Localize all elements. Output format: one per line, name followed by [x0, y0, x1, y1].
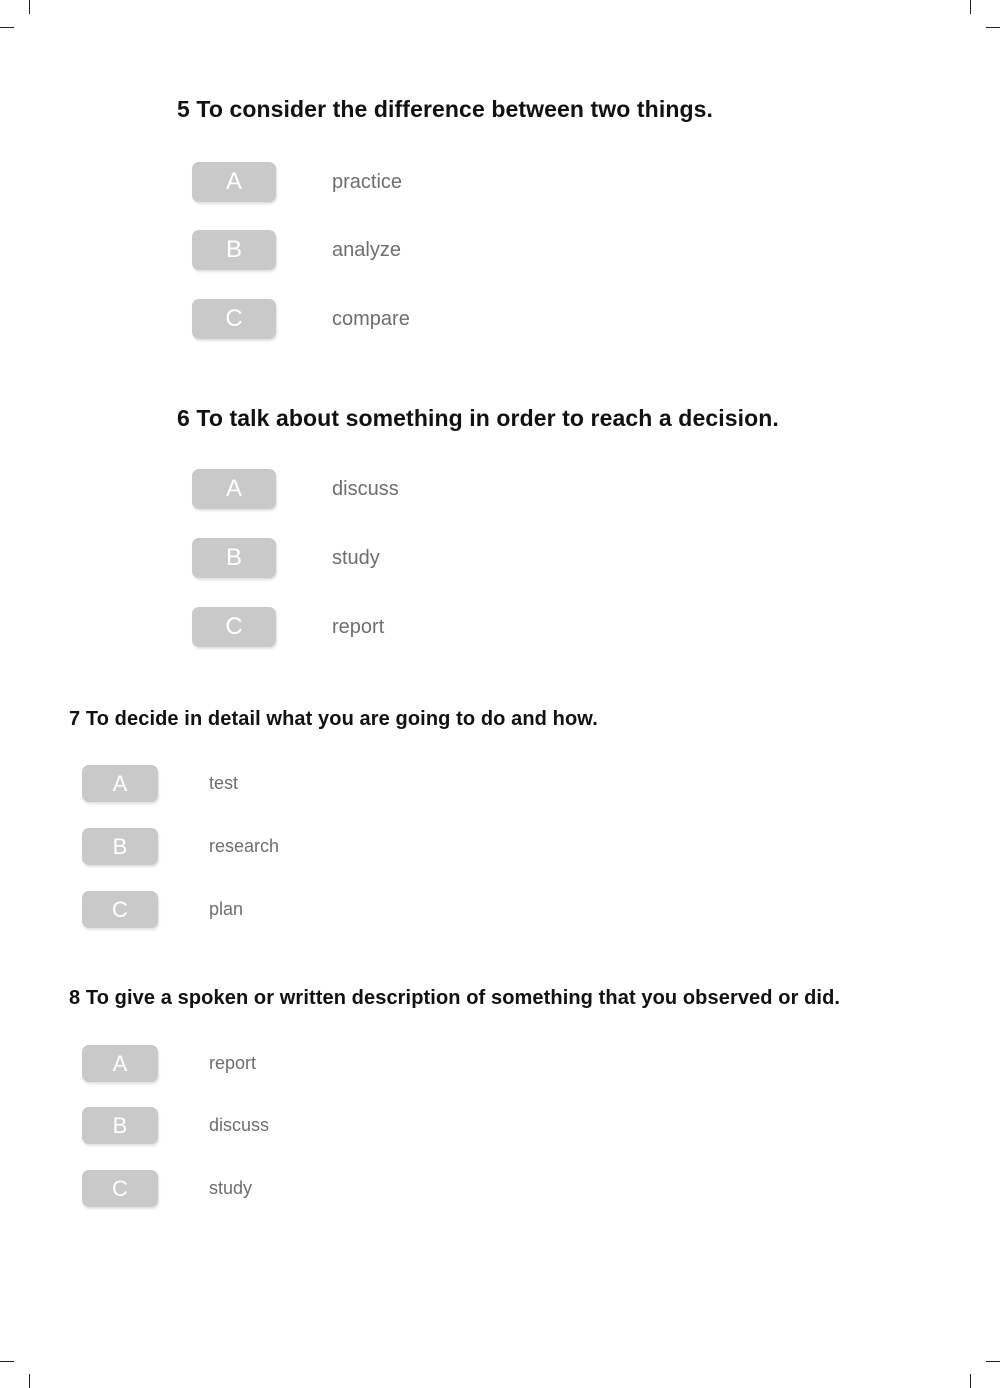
option-text: report [332, 616, 385, 638]
option-letter-button[interactable]: A [192, 162, 276, 202]
option-text: practice [332, 171, 403, 193]
option-letter-button[interactable]: A [192, 469, 276, 509]
crop-mark [986, 27, 1000, 28]
crop-mark [29, 0, 30, 14]
crop-mark [0, 27, 14, 28]
option-letter-button[interactable]: B [192, 230, 276, 270]
question-text: 5 To consider the difference between two things. [177, 96, 714, 122]
crop-mark [970, 0, 971, 14]
option-text: plan [209, 899, 244, 919]
option-text: discuss [209, 1115, 270, 1135]
option-letter-button[interactable]: A [82, 1045, 158, 1082]
option-text: study [209, 1178, 253, 1198]
option-letter-button[interactable]: A [82, 765, 158, 802]
option-letter-button[interactable]: B [82, 828, 158, 865]
option-letter-button[interactable]: C [82, 891, 158, 928]
crop-mark [29, 1374, 30, 1388]
question-text: 7 To decide in detail what you are going to do and how. [69, 708, 598, 730]
option-text: compare [332, 308, 410, 330]
question-text: 6 To talk about something in order to reach a decision. [177, 405, 779, 431]
option-text: study [332, 547, 380, 569]
option-text: research [209, 836, 280, 856]
option-text: discuss [332, 478, 399, 500]
option-letter-button[interactable]: C [192, 607, 276, 647]
crop-mark [970, 1374, 971, 1388]
crop-mark [986, 1361, 1000, 1362]
option-letter-button[interactable]: C [192, 299, 276, 339]
option-text: analyze [332, 239, 401, 261]
option-text: report [209, 1053, 257, 1073]
option-letter-button[interactable]: B [82, 1107, 158, 1144]
question-text: 8 To give a spoken or written description of something that you observed or did. [69, 987, 841, 1009]
option-letter-button[interactable]: C [82, 1170, 158, 1207]
crop-mark [0, 1361, 14, 1362]
option-letter-button[interactable]: B [192, 538, 276, 578]
option-text: test [209, 773, 239, 793]
